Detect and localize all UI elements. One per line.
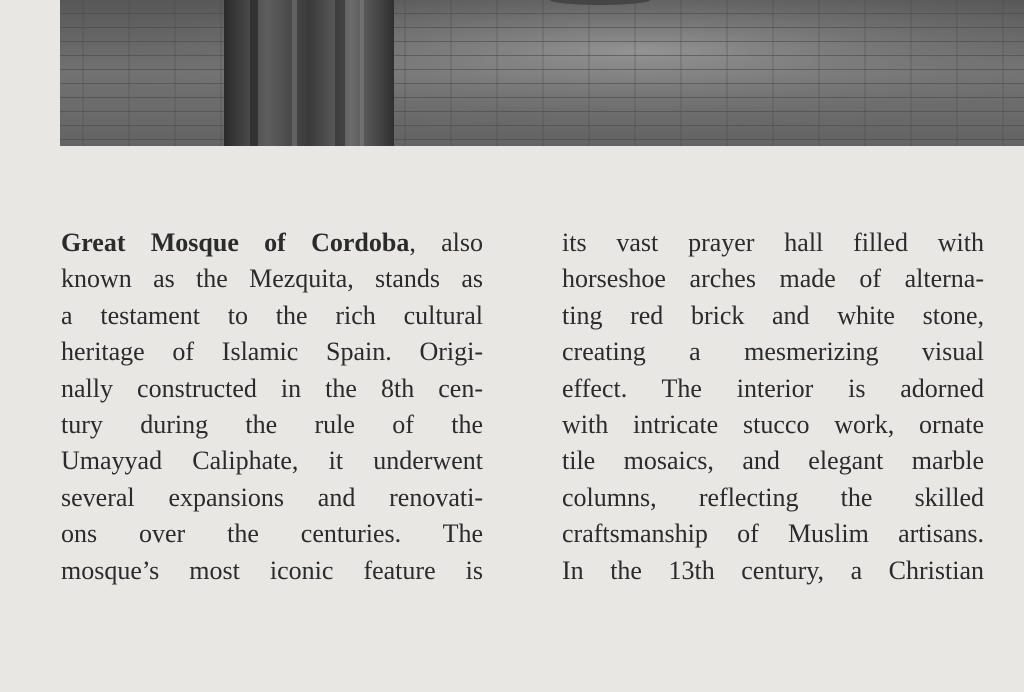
article-column-left [61, 225, 483, 589]
text-line: creating a mesmerizing visual [562, 337, 984, 367]
text-line: tury during the rule of the [61, 409, 483, 439]
text-line: a testament to the rich cultural [61, 300, 483, 330]
text-line [61, 225, 483, 261]
text-line: its vast prayer hall filled with [562, 228, 984, 257]
article-column-right [562, 225, 984, 589]
text-line: ting red brick and white stone, [562, 300, 984, 330]
text-line: nally constructed in the 8th cen- [61, 373, 483, 403]
text-line: ons over the centuries. The [61, 519, 483, 549]
text-line: columns, reflecting the skilled [562, 482, 984, 512]
text-line: effect. The interior is adorned [562, 373, 984, 403]
text-line: Umayyad Caliphate, it underwent [61, 446, 483, 476]
text-line-remainder: , also [409, 228, 483, 257]
text-line: In the 13th century, a Christian [562, 555, 984, 585]
text-line: craftsmanship of Muslim artisans. [562, 519, 984, 549]
text-line: several expansions and renovati- [61, 482, 483, 512]
text-line: known as the Mezquita, stands as [61, 264, 483, 294]
text-line: mosque’s most iconic feature is [61, 555, 483, 585]
text-line: horseshoe arches made of alterna- [562, 264, 984, 294]
mosque-photo [60, 0, 1024, 146]
text-line: tile mosaics, and elegant marble [562, 446, 984, 476]
text-line: with intricate stucco work, ornate [562, 409, 984, 439]
article-title: Great Mosque of Cordoba [61, 228, 410, 257]
text-line: heritage of Islamic Spain. Origi- [61, 337, 483, 367]
